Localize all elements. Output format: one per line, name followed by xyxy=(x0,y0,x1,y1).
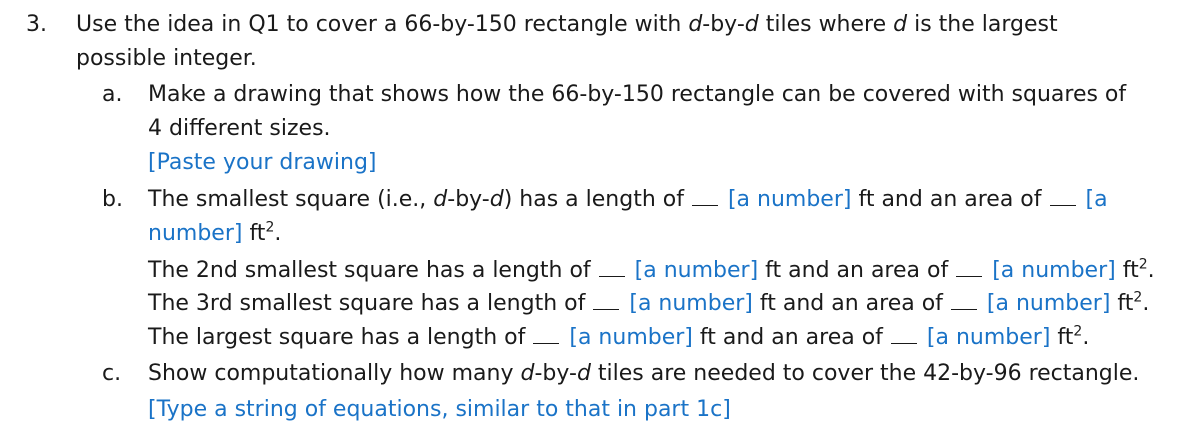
largest-area-placeholder[interactable]: [a number] xyxy=(926,325,1051,350)
text-run: Use the idea in Q1 to cover a 66-by-150 rectangle with xyxy=(76,12,689,37)
answer-blank xyxy=(599,256,625,277)
unit-text: ft xyxy=(1050,325,1074,350)
text-run: The smallest square (i.e., xyxy=(148,187,434,212)
answer-blank xyxy=(692,185,718,206)
smallest-length-placeholder[interactable]: [a number] xyxy=(727,187,852,212)
part-a-text-line-1: Make a drawing that shows how the 66-by-150 rectangle can be covered with squares of xyxy=(148,82,1127,107)
variable-d: d xyxy=(489,187,504,212)
third-area-placeholder[interactable]: [a number] xyxy=(986,291,1111,316)
variable-d: d xyxy=(433,187,448,212)
third-smallest-square-line xyxy=(148,289,1149,319)
text-run: ft and an area of xyxy=(758,258,949,283)
text-run: tiles where xyxy=(758,12,894,37)
unit-text: ft xyxy=(242,221,266,246)
second-area-placeholder[interactable]: [a number] xyxy=(992,258,1116,283)
question-text-line-1 xyxy=(76,10,1058,40)
variable-d: d xyxy=(520,361,535,386)
answer-blank xyxy=(951,289,977,310)
text-run: . xyxy=(1147,258,1155,283)
unit-exponent: 2 xyxy=(265,219,275,236)
text-run: Show computationally how many xyxy=(148,361,521,386)
text-run: tiles are needed to cover the 42-by-96 rectangle. xyxy=(590,361,1140,386)
answer-blank xyxy=(891,323,917,344)
text-run: . xyxy=(1082,325,1090,350)
largest-square-line xyxy=(148,323,1089,353)
text-run: . xyxy=(274,221,282,246)
unit-exponent: 2 xyxy=(1138,256,1148,273)
smallest-area-placeholder-start[interactable]: [a xyxy=(1085,187,1108,212)
equations-placeholder[interactable]: [Type a string of equations, similar to that in part 1c] xyxy=(148,397,731,422)
largest-length-placeholder[interactable]: [a number] xyxy=(569,325,693,350)
part-a-marker: a. xyxy=(102,82,123,107)
unit-text: ft xyxy=(1110,291,1134,316)
unit-exponent: 2 xyxy=(1073,323,1083,340)
drawing-placeholder[interactable]: [Paste your drawing] xyxy=(148,150,377,175)
text-run: -by- xyxy=(702,12,745,37)
text-run: ft and an area of xyxy=(692,325,883,350)
smallest-square-line xyxy=(148,185,1108,215)
text-run: -by- xyxy=(534,361,577,386)
question-text-line-2: possible integer. xyxy=(76,46,257,71)
part-c-text-line xyxy=(148,359,1139,389)
text-run: ) has a length of xyxy=(503,187,684,212)
second-length-placeholder[interactable]: [a number] xyxy=(634,258,759,283)
text-run: ft and an area of xyxy=(752,291,943,316)
answer-blank xyxy=(533,323,559,344)
variable-d: d xyxy=(744,12,759,37)
unit-exponent: 2 xyxy=(1133,289,1143,306)
answer-blank xyxy=(593,289,619,310)
text-run: The 3rd smallest square has a length of xyxy=(148,291,586,316)
variable-d: d xyxy=(576,361,591,386)
text-run: The 2nd smallest square has a length of xyxy=(148,258,591,283)
text-run: The largest square has a length of xyxy=(148,325,526,350)
part-a-text-line-2: 4 different sizes. xyxy=(148,116,331,141)
smallest-area-placeholder-end[interactable]: number] xyxy=(148,221,243,246)
text-run: ft and an area of xyxy=(851,187,1042,212)
text-run: is the largest xyxy=(907,12,1058,37)
part-b-marker: b. xyxy=(102,187,123,212)
variable-d: d xyxy=(893,12,908,37)
text-run: -by- xyxy=(447,187,490,212)
answer-blank xyxy=(1050,185,1076,206)
part-c-marker: c. xyxy=(102,361,122,386)
third-length-placeholder[interactable]: [a number] xyxy=(629,291,753,316)
question-number: 3. xyxy=(26,12,47,37)
text-run: . xyxy=(1142,291,1150,316)
unit-text: ft xyxy=(1115,258,1139,283)
answer-blank xyxy=(956,256,982,277)
smallest-square-line-cont xyxy=(148,219,281,249)
second-smallest-square-line xyxy=(148,256,1155,286)
variable-d: d xyxy=(688,12,703,37)
